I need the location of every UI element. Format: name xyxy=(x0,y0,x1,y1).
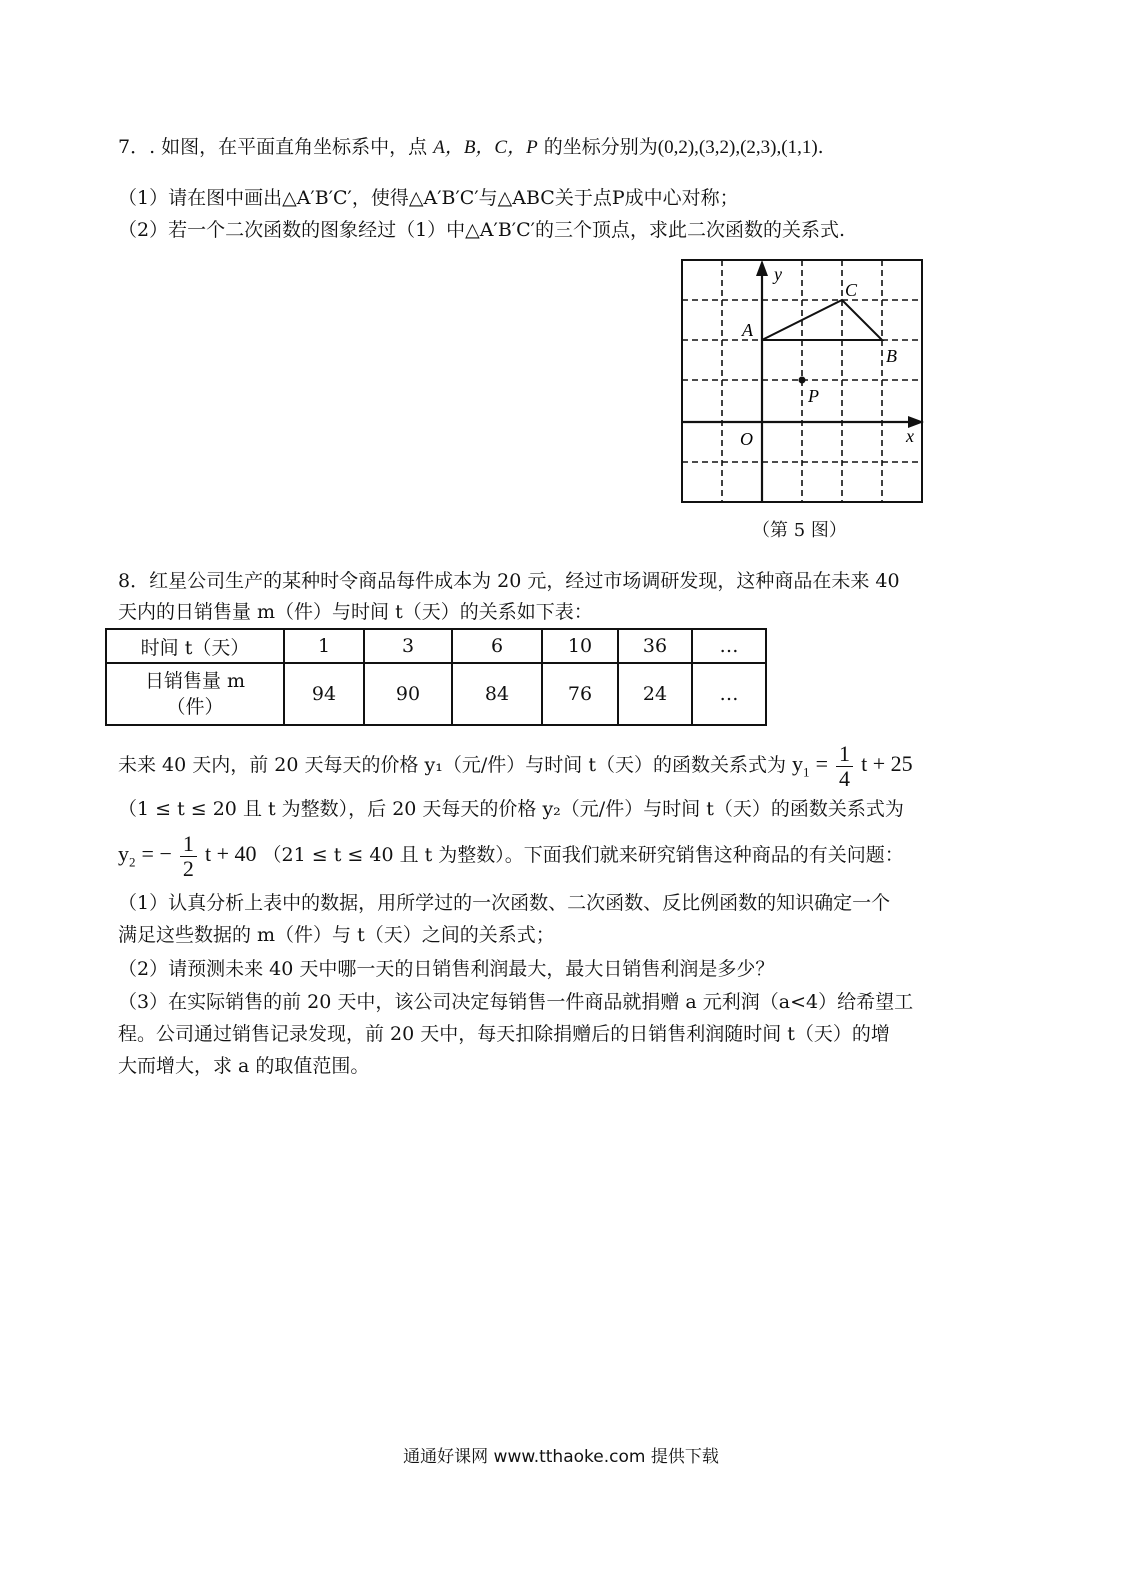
table-row xyxy=(106,663,766,725)
label-p: P xyxy=(808,386,819,406)
q8-price-line-3 xyxy=(118,826,904,882)
table-cell: 6 xyxy=(452,629,542,663)
q7-part1: （1）请在图中画出△A′B′C′，使得△A′B′C′与△ABC关于点P成中心对称； xyxy=(118,187,739,209)
q8-price-line-1 xyxy=(118,736,913,792)
y1-eq: = xyxy=(815,751,828,776)
y2-tail: t + 40 xyxy=(204,841,257,866)
q7-stem-prefix: 7．. 如图，在平面直角坐标系中，点 xyxy=(118,136,428,158)
q7-stem-mid: 的坐标分别为 xyxy=(543,136,658,158)
table-row xyxy=(106,629,766,663)
table-cell: 3 xyxy=(364,629,452,663)
y1-fraction xyxy=(836,742,853,791)
table-header-time: 时间 t（天） xyxy=(106,629,284,663)
table-cell: 90 xyxy=(364,663,452,725)
q8-part3-c: 大而增大，求 a 的取值范围。 xyxy=(118,1055,370,1077)
label-c: C xyxy=(845,280,858,300)
label-b: B xyxy=(886,346,897,366)
coordinate-grid-figure xyxy=(670,252,940,514)
triangle-abc xyxy=(762,300,882,340)
y1-frac-num: 1 xyxy=(836,742,853,767)
q8-price-text-1: 未来 40 天内，前 20 天每天的价格 y₁（元/件）与时间 t（天）的函数关系式为 xyxy=(118,754,786,776)
table-cell: 36 xyxy=(618,629,692,663)
q7-stem xyxy=(118,133,824,162)
q8-part1-a: （1）认真分析上表中的数据，用所学过的一次函数、二次函数、反比例函数的知识确定一个 xyxy=(118,892,891,914)
table-cell: 94 xyxy=(284,663,364,725)
q8-price-text-3: （21 ≤ t ≤ 40 且 t 为整数）。下面我们就来研究销售这种商品的有关问题： xyxy=(262,844,904,866)
table-header-sales xyxy=(106,663,284,725)
y2-frac-den: 2 xyxy=(182,855,194,881)
figure-caption: （第 5 图） xyxy=(752,520,847,541)
q8-part3-b: 程。公司通过销售记录发现，前 20 天中，每天扣除捐赠后的日销售利润随时间 t（天）的增 xyxy=(118,1023,890,1045)
table-cell: … xyxy=(692,663,766,725)
y1-symbol xyxy=(792,751,810,780)
label-y: y xyxy=(774,264,782,284)
y2-frac-num: 1 xyxy=(180,832,197,857)
sales-table xyxy=(105,628,767,726)
q8-intro-2: 天内的日销售量 m（件）与时间 t（天）的关系如下表： xyxy=(118,601,593,623)
table-cell: … xyxy=(692,629,766,663)
q8-part3-a: （3）在实际销售的前 20 天中，该公司决定每销售一件商品就捐赠 a 元利润（a<4）给希望工 xyxy=(118,991,914,1013)
label-a: A xyxy=(742,320,753,340)
y2-sub: 2 xyxy=(129,854,136,870)
y2-symbol xyxy=(118,841,136,870)
y-axis-arrow xyxy=(756,260,768,276)
y2-fraction xyxy=(180,832,197,881)
table-cell: 24 xyxy=(618,663,692,725)
q8-part2: （2）请预测未来 40 天中哪一天的日销售利润最大，最大日销售利润是多少？ xyxy=(118,958,775,980)
y1-frac-den: 4 xyxy=(839,765,851,791)
q7-stem-end: . xyxy=(817,136,824,158)
q8-part1-b: 满足这些数据的 m（件）与 t（天）之间的关系式； xyxy=(118,924,555,946)
q7-coords: (0,2),(3,2),(2,3),(1,1) xyxy=(657,137,818,158)
table-cell: 10 xyxy=(542,629,618,663)
table-cell: 84 xyxy=(452,663,542,725)
y2-eq: = − xyxy=(141,841,172,866)
q7-points: A，B，C，P xyxy=(433,137,538,158)
table-cell: 1 xyxy=(284,629,364,663)
label-o: O xyxy=(740,429,753,449)
footer-source: 通通好课网 www.tthaoke.com 提供下载 xyxy=(403,1447,719,1467)
q8-intro-1: 8．红星公司生产的某种时令商品每件成本为 20 元，经过市场调研发现，这种商品在未来 40 xyxy=(118,570,900,592)
q8-price-line-2: （1 ≤ t ≤ 20 且 t 为整数），后 20 天每天的价格 y₂（元/件）与时间 t（天）的函数关系式为 xyxy=(118,798,904,820)
y2-var: y xyxy=(118,841,129,866)
table-cell: 76 xyxy=(542,663,618,725)
point-p xyxy=(799,377,806,384)
y1-sub: 1 xyxy=(803,764,810,780)
y1-tail: t + 25 xyxy=(861,751,913,776)
table-header-sales-line1: 日销售量 m xyxy=(144,670,246,692)
y1-var: y xyxy=(792,751,804,776)
label-x: x xyxy=(906,426,914,446)
q7-part2: （2）若一个二次函数的图象经过（1）中△A′B′C′的三个顶点，求此二次函数的关系式. xyxy=(118,219,845,241)
table-header-sales-line2: （件） xyxy=(166,696,224,718)
